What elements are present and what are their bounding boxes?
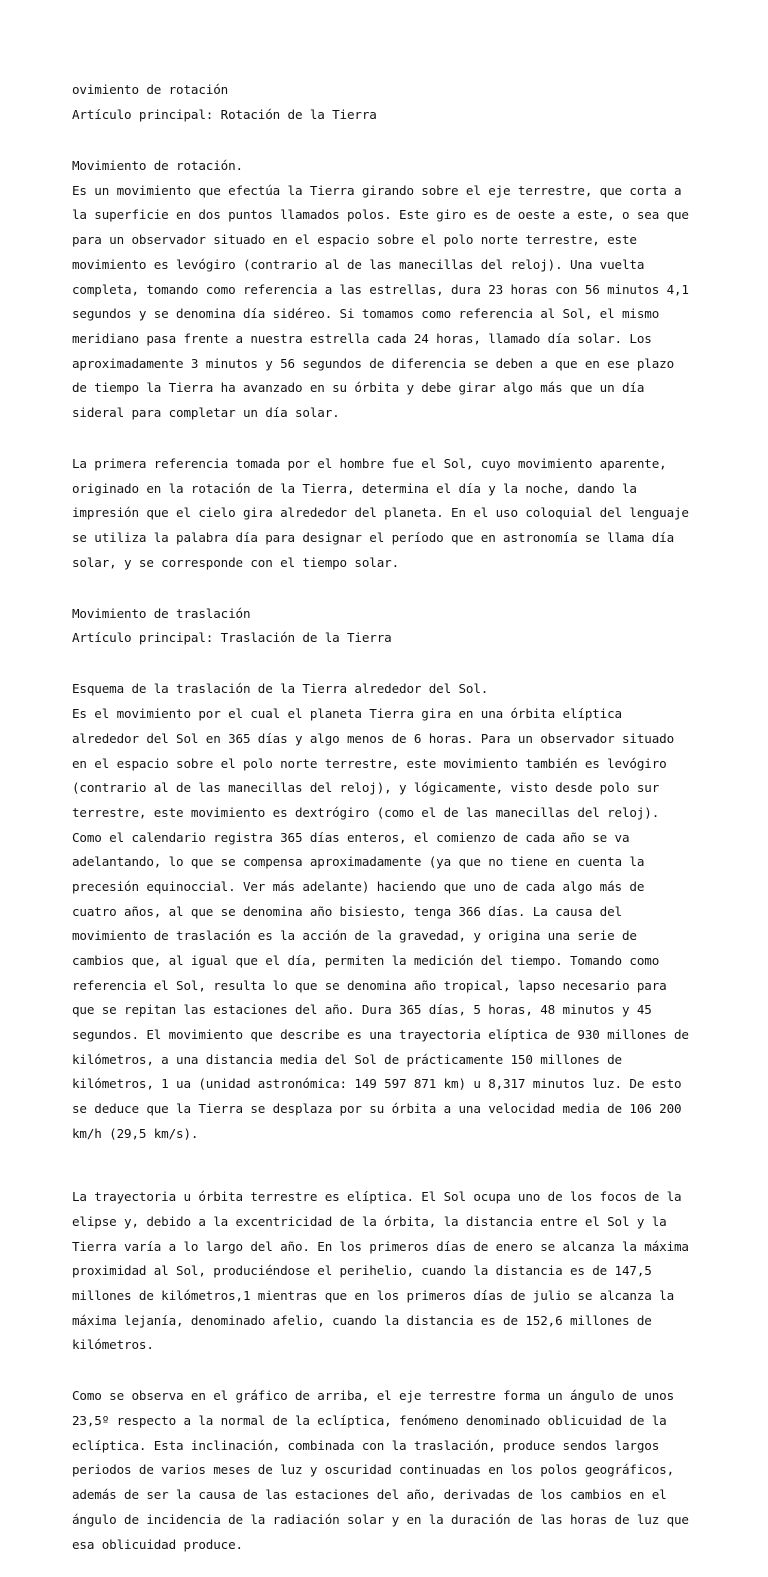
paragraph-sun-reference [72,446,712,582]
paragraph-translation-description [72,671,712,1165]
text-line: se utiliza la palabra día para designar el período que en astronomía se llama día [72,530,674,546]
text-line: Artículo principal: Rotación de la Tierra [72,107,377,123]
text-line: precesión equinoccial. Ver más adelante) haciendo que uno de cada algo más de [72,878,645,894]
text-line: referencia el Sol, resulta lo que se denomina año tropical, lapso necesario para [72,977,667,993]
text-line: millones de kilómetros,1 mientras que en los primeros días de julio se alcanza la [72,1287,674,1303]
text-line: Como se observa en el gráfico de arriba, el eje terrestre forma un ángulo de unos [72,1388,674,1404]
text-line: segundos y se denomina día sidéreo. Si tomamos como referencia al Sol, el mismo [72,306,660,322]
text-line: que se repitan las estaciones del año. Dura 365 días, 5 horas, 48 minutos y 45 [72,1002,652,1018]
text-line: segundos. El movimiento que describe es una trayectoria elíptica de 930 millones de [72,1027,689,1043]
text-line: proximidad al Sol, produciéndose el perihelio, cuando la distancia es de 147,5 [72,1263,652,1279]
text-line: (contrario al de las manecillas del reloj), y lógicamente, visto desde polo sur [72,780,660,796]
text-line: 23,5º respecto a la normal de la eclíptica, fenómeno denominado oblicuidad de la [72,1413,667,1429]
text-line: movimiento de traslación es la acción de la gravedad, y origina una serie de [72,928,637,944]
text-line: Como el calendario registra 365 días enteros, el comienzo de cada año se va [72,829,630,845]
text-line: terrestre, este movimiento es dextrógiro (como el de las manecillas del reloj). [72,804,660,820]
section-heading-translation [72,595,712,657]
text-line: La primera referencia tomada por el hombre fue el Sol, cuyo movimiento aparente, [72,455,667,471]
text-line: alrededor del Sol en 365 días y algo menos de 6 horas. Para un observador situado [72,730,674,746]
text-line: eclíptica. Esta inclinación, combinada con la traslación, produce sendos largos [72,1437,660,1453]
text-line: movimiento es levógiro (contrario al de las manecillas del reloj). Una vuelta [72,256,645,272]
text-line: máxima lejanía, denominado afelio, cuando la distancia es de 152,6 millones de [72,1312,652,1328]
paragraph-orbit-ellipse [72,1179,712,1364]
text-line: ovimiento de rotación [72,82,229,98]
text-line: solar, y se corresponde con el tiempo solar. [72,554,400,570]
text-line: impresión que el cielo gira alrededor del planeta. En el uso coloquial del lenguaje [72,505,689,521]
text-line: Esquema de la traslación de la Tierra alrededor del Sol. [72,681,489,697]
text-line: sideral para completar un día solar. [72,404,340,420]
text-line: kilómetros, 1 ua (unidad astronómica: 149 597 871 km) u 8,317 minutos luz. De esto [72,1076,682,1092]
text-line: completa, tomando como referencia a las estrellas, dura 23 horas con 56 minutos 4,1 [72,281,689,297]
text-line: km/h (29,5 km/s). [72,1125,199,1141]
document-page [72,72,712,1577]
text-line: para un observador situado en el espacio sobre el polo norte terrestre, este [72,232,637,248]
text-line: Movimiento de traslación [72,605,251,621]
text-line: elipse y, debido a la excentricidad de la órbita, la distancia entre el Sol y la [72,1213,667,1229]
text-line: esa oblicuidad produce. [72,1536,243,1552]
text-line: de tiempo la Tierra ha avanzado en su órbita y debe girar algo más que un día [72,380,645,396]
text-line: Es el movimiento por el cual el planeta Tierra gira en una órbita elíptica [72,706,622,722]
text-line: cambios que, al igual que el día, permiten la medición del tiempo. Tomando como [72,953,660,969]
text-line: adelantando, lo que se compensa aproximadamente (ya que no tiene en cuenta la [72,854,645,870]
text-line: además de ser la causa de las estaciones del año, derivadas de los cambios en el [72,1487,667,1503]
text-line: Movimiento de rotación. [72,158,243,174]
text-line: en el espacio sobre el polo norte terrestre, este movimiento también es levógiro [72,755,667,771]
text-line: kilómetros. [72,1337,154,1353]
text-line: La trayectoria u órbita terrestre es elíptica. El Sol ocupa uno de los focos de la [72,1189,682,1205]
text-line: kilómetros, a una distancia media del Sol de prácticamente 150 millones de [72,1051,622,1067]
text-line: periodos de varios meses de luz y oscuridad continuadas en los polos geográficos, [72,1462,674,1478]
section-heading-rotation [72,72,712,134]
text-line: originado en la rotación de la Tierra, determina el día y la noche, dando la [72,480,637,496]
text-line: ángulo de incidencia de la radiación solar y en la duración de las horas de luz que [72,1511,689,1527]
text-line: Artículo principal: Traslación de la Tierra [72,630,392,646]
text-line: meridiano pasa frente a nuestra estrella cada 24 horas, llamado día solar. Los [72,330,652,346]
text-line: se deduce que la Tierra se desplaza por su órbita a una velocidad media de 106 200 [72,1101,682,1117]
text-line: la superficie en dos puntos llamados polos. Este giro es de oeste a este, o sea que [72,207,689,223]
paragraph-axial-tilt [72,1378,712,1563]
paragraph-rotation-description [72,148,712,432]
text-line: aproximadamente 3 minutos y 56 segundos de diferencia se deben a que en ese plazo [72,355,674,371]
text-line: cuatro años, al que se denomina año bisiesto, tenga 366 días. La causa del [72,903,622,919]
text-line: Es un movimiento que efectúa la Tierra girando sobre el eje terrestre, que corta a [72,182,682,198]
text-line: Tierra varía a lo largo del año. En los primeros días de enero se alcanza la máxima [72,1238,689,1254]
